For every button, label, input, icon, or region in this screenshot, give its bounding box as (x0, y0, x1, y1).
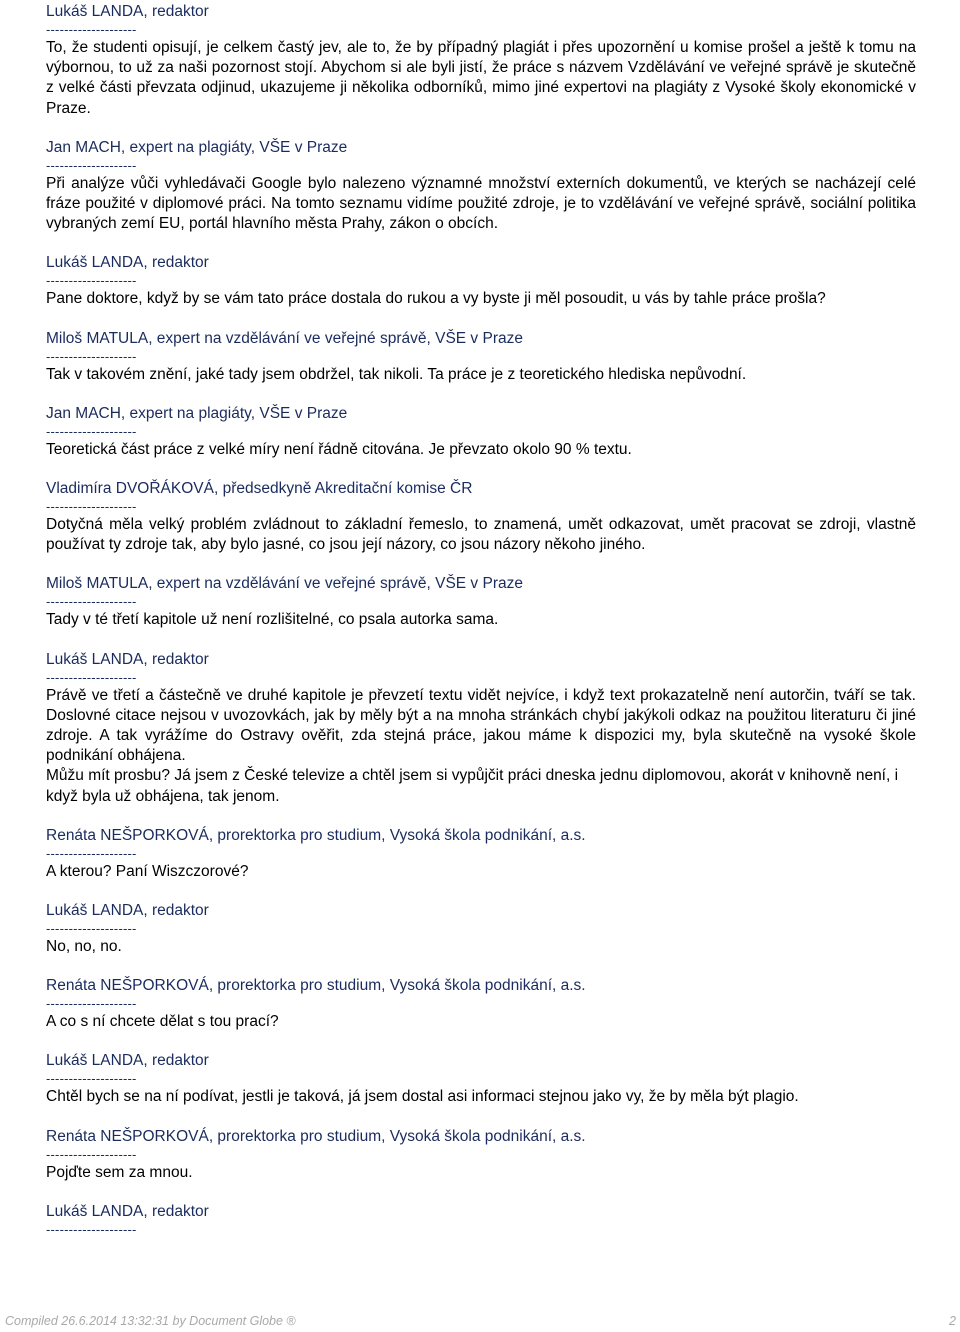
separator: -------------------- (46, 273, 137, 289)
transcript-block (46, 402, 916, 460)
separator: -------------------- (46, 423, 137, 439)
speaker-name: Miloš MATULA, expert na vzdělávání ve veřejné správě, VŠE v Praze (46, 575, 523, 593)
paragraph: A kterou? Paní Wiszczorové? (46, 862, 249, 880)
paragraph: Můžu mít prosbu? Já jsem z České televize a chtěl jsem si vypůjčit práci dneska jednu diplomovou, akorát v knihovně není, i když byla už obhájena, tak jenom. (46, 767, 899, 805)
transcript-block (46, 327, 916, 385)
transcript-block (46, 1049, 916, 1107)
transcript-block (46, 824, 916, 882)
speaker-name: Lukáš LANDA, redaktor (46, 650, 209, 668)
transcript-block (46, 477, 916, 555)
transcript-block (46, 572, 916, 630)
paragraph: No, no, no. (46, 938, 122, 956)
paragraph: Při analýze vůči vyhledávači Google bylo nalezeno významné množství externích dokumentů, ve kterých se nacházejí celé fráze použité v diplomové práci. Na tomto seznamu vidíme použité zdroje, je to vzdělávání ve veřejné správě, sociální politika vybraných zemí EU, portál hlavního města Prahy, zákon o obcích. (46, 174, 916, 233)
separator: -------------------- (46, 22, 137, 37)
speaker-name: Jan MACH, expert na plagiáty, VŠE v Praze (46, 404, 348, 422)
transcript-block (46, 1125, 916, 1183)
separator: -------------------- (46, 157, 137, 173)
transcript-block (46, 974, 916, 1032)
paragraph: Právě ve třetí a částečně ve druhé kapitole je převzetí textu vidět nejvíce, i když text prokazatelně není autorčin, tváří se tak. Doslovné citace nejsou v uvozovkách, jak by měly být a na mnoha stránkách chybí jakýkoli odkaz na použitou literaturu či jiné zdroje. A tak vyrážíme do Ostravy ověřit, zda stejná práce, jakou máme k dispozici my, byla skutečně na vysoké škole podnikání obhájena. (46, 686, 916, 765)
speaker-name: Renáta NEŠPORKOVÁ, prorektorka pro studium, Vysoká škola podnikání, a.s. (46, 826, 586, 844)
transcript-block (46, 136, 916, 235)
separator: -------------------- (46, 594, 137, 610)
separator: -------------------- (46, 348, 137, 364)
transcript-block (46, 1200, 916, 1238)
paragraph: Pane doktore, když by se vám tato práce dostala do rukou a vy byste ji měl posoudit, u vás by tahle práce prošla? (46, 290, 826, 308)
separator: -------------------- (46, 499, 137, 515)
speaker-name: Lukáš LANDA, redaktor (46, 902, 209, 920)
separator: -------------------- (46, 845, 137, 861)
page-footer (5, 1314, 956, 1332)
paragraph: Tak v takovém znění, jaké tady jsem obdržel, tak nikoli. Ta práce je z teoretického hlediska nepůvodní. (46, 365, 747, 383)
separator: -------------------- (46, 1146, 137, 1162)
speaker-name: Renáta NEŠPORKOVÁ, prorektorka pro studium, Vysoká škola podnikání, a.s. (46, 977, 586, 995)
paragraph: Teoretická část práce z velké míry není řádně citována. Je převzato okolo 90 % textu. (46, 440, 632, 458)
speaker-name: Renáta NEŠPORKOVÁ, prorektorka pro studium, Vysoká škola podnikání, a.s. (46, 1127, 586, 1145)
paragraph: Dotyčná měla velký problém zvládnout to základní řemeslo, to znamená, umět odkazovat, umět pracovat se zdroji, vlastně používat ty zdroje tak, aby bylo jasné, co jsou její názory, co jsou názory někoho jiného. (46, 516, 916, 554)
paragraph: Pojďte sem za mnou. (46, 1163, 193, 1181)
transcript-block (46, 251, 916, 309)
separator: -------------------- (46, 1221, 137, 1237)
transcript-block (46, 648, 916, 807)
compiled-note: Compiled 26.6.2014 13:32:31 by Document Globe ® (5, 1314, 296, 1328)
speaker-name: Miloš MATULA, expert na vzdělávání ve veřejné správě, VŠE v Praze (46, 329, 523, 347)
transcript-block (46, 0, 916, 119)
speaker-name: Vladimíra DVOŘÁKOVÁ, předsedkyně Akreditační komise ČR (46, 480, 473, 498)
speaker-name: Lukáš LANDA, redaktor (46, 254, 209, 272)
separator: -------------------- (46, 996, 137, 1012)
speaker-name: Lukáš LANDA, redaktor (46, 1202, 209, 1220)
speaker-name: Lukáš LANDA, redaktor (46, 3, 209, 20)
paragraph: Tady v té třetí kapitole už není rozlišitelné, co psala autorka sama. (46, 611, 499, 629)
paragraph: Chtěl bych se na ní podívat, jestli je taková, já jsem dostal asi informaci stejnou jako vy, že by měla být plagio. (46, 1088, 799, 1106)
paragraph: To, že studenti opisují, je celkem častý jev, ale to, že by případný plagiát i přes upozornění u komise prošel a ještě k tomu na výbornou, to už za naši pozornost stojí. Abychom si ale byli jistí, že práce s názvem Vzdělávání ve veřejné správě je skutečně z velké části převzata odjinud, ukazujeme ji několika odborníků, mimo jiné expertovi na plagiáty z Vysoké školy ekonomické v Praze. (46, 39, 916, 117)
separator: -------------------- (46, 669, 137, 685)
transcript (46, 0, 916, 1255)
page-number: 2 (949, 1314, 956, 1328)
speaker-name: Jan MACH, expert na plagiáty, VŠE v Praze (46, 138, 348, 156)
speaker-name: Lukáš LANDA, redaktor (46, 1052, 209, 1070)
separator: -------------------- (46, 921, 137, 937)
transcript-block (46, 899, 916, 957)
separator: -------------------- (46, 1071, 137, 1087)
paragraph: A co s ní chcete dělat s tou prací? (46, 1013, 279, 1031)
